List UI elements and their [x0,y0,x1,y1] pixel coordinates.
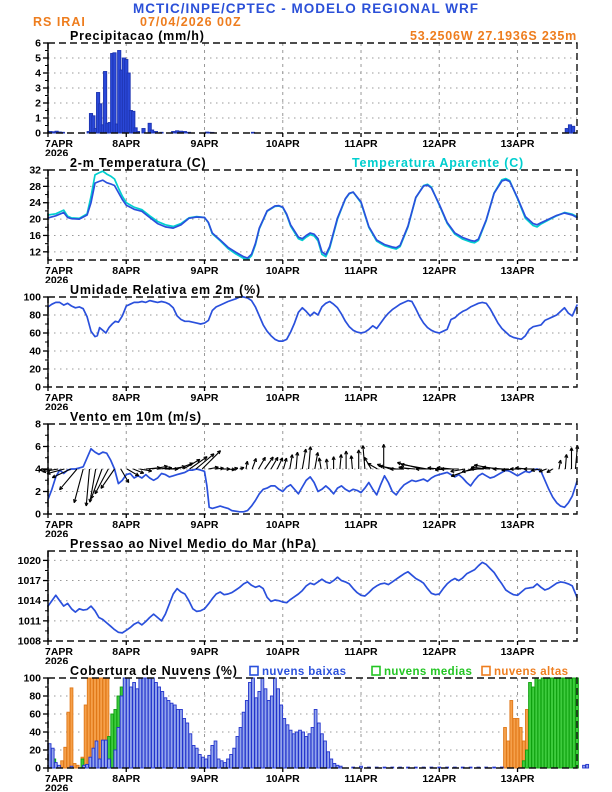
y-tick-label: 1011 [18,615,41,628]
bar-nuvens-baixas [245,701,248,769]
panel-clouds [0,664,612,791]
bar-nuvens-baixas [330,759,333,768]
y-tick-label: 40 [29,345,41,358]
bar-nuvens-medias [538,680,541,768]
x-tick-label: 11APR [344,773,378,785]
y-tick-label: 0 [35,127,41,140]
bar-nuvens-baixas [54,763,57,768]
x-tick-label: 12APR [422,773,457,785]
x-tick-label: 9APR [190,773,219,785]
x-tick-label: 13APR [500,646,535,658]
bar-nuvens-baixas [383,767,386,768]
x-tick-label: 7APR [45,773,74,785]
panel-wind10m [0,410,612,537]
y-tick-label: 12 [29,246,41,259]
wind-arrow-head [234,467,238,468]
x-tick-label: 9APR [190,646,219,658]
bar-nuvens-altas [504,728,507,769]
bar-nuvens-baixas [230,755,233,769]
bar-nuvens-baixas [142,678,145,768]
bar-nuvens-altas [516,719,519,769]
bar-nuvens-medias [535,678,538,768]
bar-nuvens-baixas [177,710,180,769]
bar-nuvens-baixas [295,732,298,768]
y-tick-label: 40 [29,726,41,739]
y-tick-label: 28 [29,180,41,193]
x-tick-label: 10APR [265,773,300,785]
x-tick-label: 13APR [500,773,535,785]
bar-nuvens-baixas [220,761,223,768]
y-tick-label: 6 [35,37,41,50]
bar-nuvens-baixas [280,705,283,768]
bar-nuvens-baixas [152,678,155,768]
bar-nuvens-altas [519,728,522,769]
x-year-label: 2026 [45,274,69,283]
bar-nuvens-baixas [133,683,136,769]
bar-nuvens-altas [513,719,516,769]
bar-nuvens-baixas [289,730,292,768]
x-tick-label: 10APR [265,519,300,531]
panel-slp [0,537,612,664]
bar-nuvens-baixas [233,748,236,768]
panel-precip-title: Precipitacao (mm/h) [70,29,205,43]
bar-nuvens-baixas [227,759,230,768]
y-tick-label: 80 [29,690,41,703]
panels-container [0,29,612,791]
legend-label: nuvens baixas [262,666,347,678]
bar-nuvens-baixas [239,728,242,769]
y-tick-label: 20 [29,213,41,226]
bar-nuvens-baixas [51,748,54,768]
header-subline [0,15,612,29]
x-tick-label: 11APR [344,138,378,150]
bar-nuvens-baixas [145,678,148,768]
bar-nuvens-baixas [186,723,189,768]
bar-nuvens-baixas [321,734,324,768]
bar-nuvens-medias [557,678,560,768]
bar-nuvens-baixas [136,689,139,768]
bar-nuvens-baixas [105,740,108,768]
y-tick-label: 100 [23,291,41,304]
bar-nuvens-baixas [327,752,330,768]
bar-nuvens-baixas [158,687,161,768]
bar-nuvens-baixas [283,719,286,769]
panel-rh2m-title: Umidade Relativa em 2m (%) [70,283,261,297]
panel-temp2m [0,156,612,283]
x-year-label: 2026 [45,147,69,156]
x-tick-label: 8APR [112,773,141,785]
bar-nuvens-baixas [217,759,220,768]
y-tick-label: 4 [35,67,41,80]
x-tick-label: 10APR [265,265,300,277]
wind-arrow-head [164,465,168,466]
bar-nuvens-medias [526,750,529,768]
legend-swatch-icon [482,667,490,676]
bar-nuvens-baixas [214,741,217,768]
wind-arrow-head [318,458,319,462]
bar-nuvens-baixas [126,678,129,768]
bar-nuvens-baixas [236,737,239,769]
y-tick-label: 2 [35,486,41,498]
bar-nuvens-baixas [205,759,208,768]
bar-nuvens-baixas [583,765,586,768]
bar-nuvens-baixas [173,705,176,768]
bar-nuvens-baixas [305,737,308,769]
y-tick-label: 32 [29,164,41,177]
bar-nuvens-baixas [183,719,186,769]
y-tick-label: 80 [29,309,41,322]
bar-nuvens-medias [541,678,544,768]
bar-nuvens-altas [84,705,87,768]
wind-arrow-head [451,472,455,473]
x-tick-label: 13APR [500,138,535,150]
bar-nuvens-baixas [161,692,164,769]
bar-nuvens-baixas [261,678,264,768]
bar-nuvens-medias [573,678,576,768]
bar-nuvens-medias [532,687,535,768]
bar-nuvens-baixas [277,689,280,768]
bar-nuvens-baixas [308,734,311,768]
bar-nuvens-baixas [242,712,245,768]
x-year-label: 2026 [45,528,69,537]
bar-nuvens-baixas [130,687,133,768]
bar-nuvens-baixas [258,692,261,769]
x-tick-label: 9APR [190,265,219,277]
panel-temp2m-title: 2-m Temperatura (C) [70,156,207,170]
bar-nuvens-baixas [89,757,92,768]
panel-wind10m-title: Vento em 10m (m/s) [70,410,202,424]
bar-nuvens-baixas [170,703,173,768]
y-tick-label: 1017 [17,575,41,588]
panel-precip-right-text: 53.2506W 27.1936S 235m [409,29,577,43]
panel-slp-title: Pressao ao Nivel Medio do Mar (hPa) [70,537,317,551]
bar-nuvens-medias [560,678,563,768]
x-tick-label: 8APR [112,646,141,658]
bar-nuvens-altas [87,678,90,768]
bar-nuvens-baixas [360,766,363,768]
bar-nuvens-baixas [264,689,267,768]
bar-nuvens-baixas [195,748,198,768]
bar-nuvens-medias [551,678,554,768]
legend-swatch-icon [372,667,380,676]
y-tick-label: 1 [35,112,41,125]
bar-nuvens-baixas [114,750,117,768]
bar-nuvens-baixas [311,728,314,769]
plot-frame [48,170,577,260]
y-tick-label: 60 [29,708,41,721]
y-tick-label: 0 [35,762,41,775]
bar-nuvens-baixas [339,766,342,768]
bar-nuvens-baixas [292,734,295,768]
y-tick-label: 4 [35,463,41,476]
x-tick-label: 13APR [500,519,535,531]
bar-nuvens-baixas [198,755,201,769]
y-tick-label: 1020 [17,554,41,567]
y-tick-label: 8 [35,418,41,431]
bar-nuvens-baixas [192,746,195,769]
bar-nuvens-baixas [324,741,327,768]
y-tick-label: 6 [35,441,41,453]
bar-nuvens-baixas [108,759,111,768]
bar-nuvens-baixas [95,741,98,768]
bar-nuvens-baixas [299,730,302,768]
bar-nuvens-baixas [92,748,95,768]
x-tick-label: 8APR [112,265,141,277]
line-temperatura-aparente [48,171,577,259]
page-title: MCTIC/INPE/CPTEC - MODELO REGIONAL WRF [133,1,479,16]
bar-nuvens-medias [566,678,569,768]
y-tick-label: 20 [29,363,41,376]
y-tick-label: 100 [23,672,41,685]
bar-nuvens-baixas [189,734,192,768]
bar-nuvens-baixas [202,757,205,768]
x-tick-label: 7APR [45,519,74,531]
bar-nuvens-medias [569,678,572,768]
wind-arrow-head [215,466,219,467]
bar-nuvens-baixas [167,701,170,769]
line-umidade-relativa [48,297,577,341]
bar-nuvens-altas [61,761,64,768]
bar-nuvens-medias [563,678,566,768]
bar-nuvens-baixas [586,764,589,768]
x-year-label: 2026 [45,655,69,664]
x-tick-label: 7APR [45,392,74,404]
x-tick-label: 12APR [422,265,457,277]
x-tick-label: 9APR [190,519,219,531]
panel-clouds-title: Cobertura de Nuvens (%) [70,664,238,678]
x-tick-label: 12APR [422,646,457,658]
bar-nuvens-medias [111,714,114,768]
y-tick-label: 0 [35,381,41,394]
bar-nuvens-baixas [120,696,123,768]
x-tick-label: 7APR [45,138,74,150]
bar-nuvens-baixas [270,696,273,768]
bar-nuvens-baixas [249,683,252,769]
bar-nuvens-baixas [123,678,126,768]
bar-nuvens-baixas [117,728,120,769]
bar-nuvens-baixas [180,710,183,769]
y-tick-label: 16 [29,230,41,242]
x-tick-label: 10APR [265,138,300,150]
x-tick-label: 12APR [422,392,457,404]
bar-precipitation [113,53,116,133]
legend-label: nuvens altas [494,666,569,678]
wind-arrow [74,469,83,503]
bar-nuvens-altas [507,741,510,768]
bar-nuvens-baixas [101,740,104,768]
x-tick-label: 11APR [344,265,378,277]
legend-label: nuvens medias [384,666,473,678]
y-tick-label: 24 [29,197,41,210]
x-year-label: 2026 [45,401,69,410]
bar-precipitation [572,126,575,133]
bar-nuvens-medias [529,683,532,769]
x-tick-label: 8APR [112,138,141,150]
x-tick-label: 7APR [45,646,74,658]
plot-frame [48,297,577,387]
wind-arrow [259,457,266,469]
wind-arrow [309,447,311,469]
panel-temp2m-right-text: Temperatura Aparente (C) [351,156,524,170]
x-tick-label: 10APR [265,392,300,404]
bar-nuvens-baixas [267,701,270,769]
line-pressao-nivel-mar [48,562,577,633]
y-tick-label: 5 [35,52,41,65]
y-tick-label: 60 [29,327,41,340]
x-tick-label: 11APR [344,519,378,531]
bar-nuvens-baixas [86,764,89,768]
x-tick-label: 12APR [422,138,457,150]
bar-nuvens-baixas [493,767,496,768]
y-tick-label: 20 [29,744,41,757]
bar-nuvens-altas [70,688,73,768]
panel-rh2m [0,283,612,410]
y-tick-label: 0 [35,508,41,521]
bar-nuvens-baixas [314,710,317,769]
bar-nuvens-baixas [148,678,151,768]
bar-nuvens-baixas [252,678,255,768]
x-tick-label: 13APR [500,392,535,404]
bar-nuvens-altas [64,747,67,768]
bar-nuvens-baixas [155,683,158,769]
y-tick-label: 1014 [17,595,41,608]
x-tick-label: 9APR [190,392,219,404]
x-tick-label: 8APR [112,519,141,531]
station-label: RS IRAI [33,15,86,29]
x-tick-label: 13APR [500,265,535,277]
bar-nuvens-altas [67,712,70,768]
y-tick-label: 2 [35,97,41,110]
bar-nuvens-medias [547,678,550,768]
bar-nuvens-baixas [208,755,211,768]
x-tick-label: 12APR [422,519,457,531]
y-tick-label: 1008 [17,635,41,648]
bar-nuvens-baixas [255,698,258,768]
bar-nuvens-baixas [317,723,320,768]
x-tick-label: 11APR [344,646,378,658]
bar-nuvens-baixas [98,759,101,768]
panel-precip [0,29,612,156]
bar-nuvens-baixas [211,746,214,769]
bar-nuvens-baixas [164,698,167,768]
bar-nuvens-baixas [286,725,289,768]
x-tick-label: 7APR [45,265,74,277]
x-tick-label: 8APR [112,392,141,404]
x-year-label: 2026 [45,782,69,791]
bar-nuvens-baixas [274,678,277,768]
bar-nuvens-baixas [302,732,305,768]
legend-swatch-icon [250,667,258,676]
bar-nuvens-medias [554,678,557,768]
x-tick-label: 10APR [265,646,300,658]
wind-arrow-head [204,457,208,458]
run-datetime: 07/04/2026 00Z [140,15,242,29]
x-tick-label: 9APR [190,138,219,150]
bar-nuvens-altas [510,701,513,769]
x-tick-label: 11APR [344,392,378,404]
bar-nuvens-baixas [139,678,142,768]
bar-nuvens-baixas [438,767,441,768]
y-tick-label: 3 [35,82,41,95]
wind-arrow-head [43,472,46,473]
bar-nuvens-medias [544,678,547,768]
bar-nuvens-baixas [224,763,227,768]
plot-frame [48,551,577,641]
bars-precipitation [49,51,575,134]
bar-nuvens-medias [522,761,525,768]
